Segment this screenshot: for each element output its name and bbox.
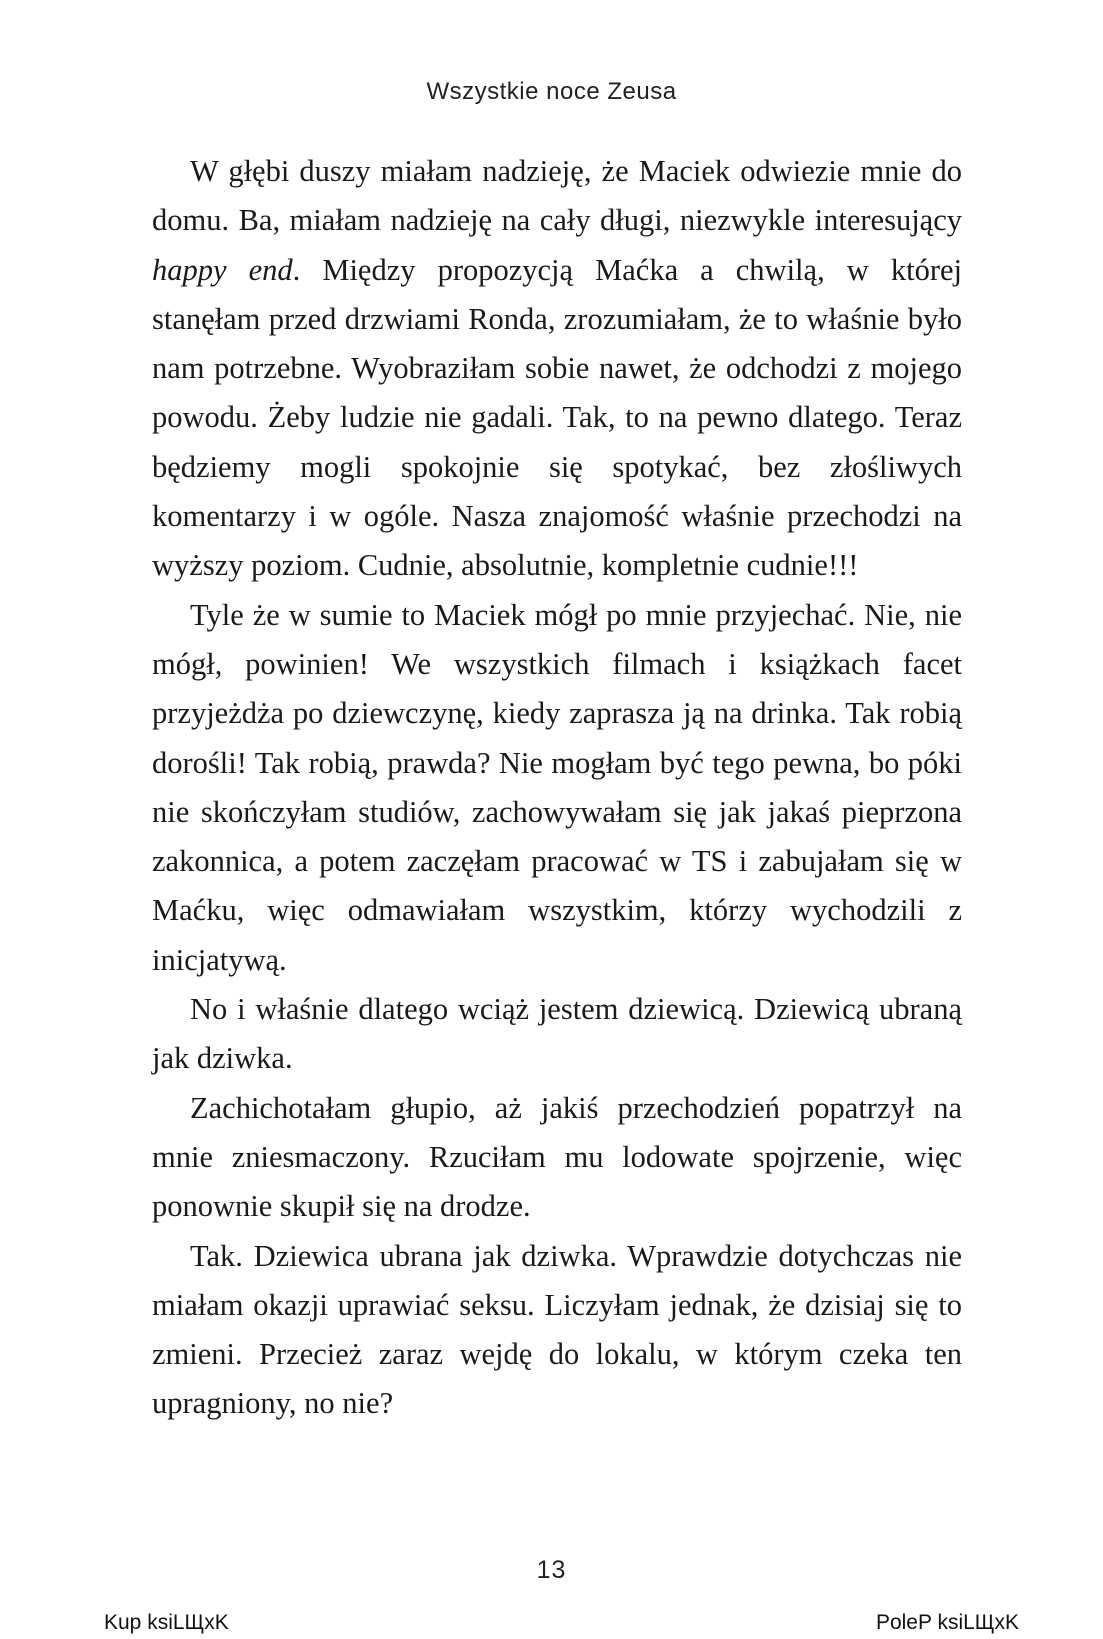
paragraph-4: Zachichotałam głupio, aż jakiś przechodzień popatrzył na mnie zniesmaczony. Rzuciłam mu lodowate spojrzenie, więc ponownie skupił się na drodze.	[152, 1090, 962, 1224]
paragraph-1	[152, 147, 962, 591]
page-number: 13	[536, 1556, 567, 1584]
footer-buy-link[interactable]: Kup ksiLЩxK	[104, 1611, 229, 1634]
paragraph-3: No i właśnie dlatego wciąż jestem dziewicą. Dziewicą ubraną jak dziwka.	[152, 992, 962, 1076]
paragraph-1-start: W głębi duszy miałam nadzieję, że Maciek odwiezie mnie do domu. Ba, miałam nadzieję na cały długi, niezwykle interesujący	[152, 154, 962, 238]
footer-recommend-link[interactable]: PoleP ksiLЩxK	[875, 1611, 1019, 1634]
paragraph-1-emphasis: happy end	[152, 252, 293, 287]
running-header: Wszystkie noce Zeusa	[426, 78, 677, 105]
body-text	[152, 147, 962, 1429]
paragraph-1-end: . Między propozycją Maćka a chwilą, w której stanęłam przed drzwiami Ronda, zrozumiałam, że to właśnie było nam potrzebne. Wyobraziłam sobie nawet, że odchodzi z mojego powodu. Żeby ludzie nie gadali. Tak, to na pewno dlatego. Teraz będziemy mogli spokojnie się spotykać, bez złośliwych komentarzy i w ogóle. Nasza znajomość właśnie przechodzi na wyższy poziom. Cudnie, absolutnie, kompletnie cudnie!!!	[152, 252, 962, 583]
paragraph-2: Tyle że w sumie to Maciek mógł po mnie przyjechać. Nie, nie mógł, powinien! We wszystkich filmach i książkach facet przyjeżdża po dziewczynę, kiedy zaprasza ją na drinka. Tak robią dorośli! Tak robią, prawda? Nie mogłam być tego pewna, bo póki nie skończyłam studiów, zachowywałam się jak jakaś pieprzona zakonnica, a potem zaczęłam pracować w TS i zabujałam się w Maćku, więc odmawiałam wszystkim, którzy wychodzili z inicjatywą.	[152, 597, 962, 977]
paragraph-5: Tak. Dziewica ubrana jak dziwka. Wprawdzie dotychczas nie miałam okazji uprawiać seksu. Liczyłam jednak, że dzisiaj się to zmieni. Przecież zaraz wejdę do lokalu, w którym czeka ten upragniony, no nie?	[152, 1238, 962, 1421]
